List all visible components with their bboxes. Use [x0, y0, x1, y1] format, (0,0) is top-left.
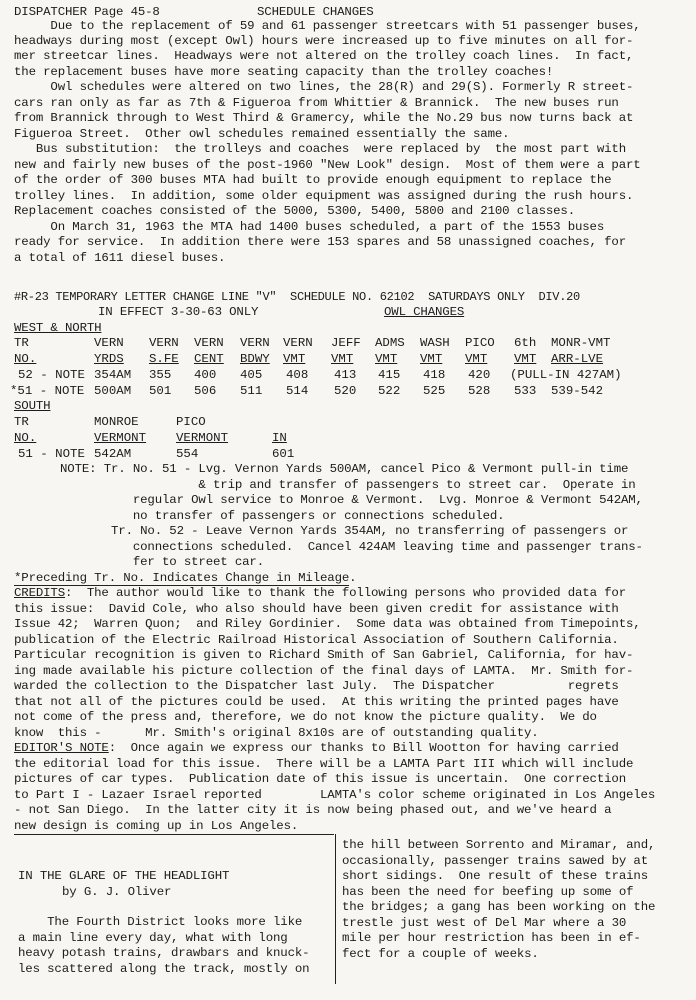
intro-line: On March 31, 1963 the MTA had 1400 buses scheduled, a part of the 1553 buses [14, 220, 605, 234]
intro-line: the replacement buses have more seating capacity than the trolley coaches! [14, 65, 554, 79]
editors-note-line: : Once again we express our thanks to Bill Wootton for having carried [108, 741, 619, 755]
intro-line: cars ran only as far as 7th & Figueroa from Whittier & Brannick. The new buses run [14, 96, 619, 110]
col-head: BDWY [240, 352, 270, 366]
editors-note-line: pictures of car types. Publication date of this issue is uncertain. One correction [14, 772, 626, 786]
col-head: PICO [465, 336, 495, 350]
intro-line: Figueroa Street. Other owl schedules remained essentially the same. [14, 127, 510, 141]
col-head: MONR-VMT [551, 336, 611, 350]
col-head: JEFF [331, 336, 361, 350]
intro-line: trolley lines. In addition, some older equipment was assigned during the rush hours. [14, 189, 634, 203]
col-head: VERMONT [176, 431, 229, 445]
col-head: VERN [240, 336, 270, 350]
table-cell: 415 [378, 368, 401, 382]
column-line: mile per hour restriction has been in ef- [342, 931, 641, 945]
credits-label: CREDITS [14, 586, 65, 600]
table-cell: 522 [378, 384, 401, 398]
col-head: VMT [375, 352, 398, 366]
column-line: heavy potash trains, drawbars and knuck- [18, 946, 310, 960]
note-line: & trip and transfer of passengers to street car. Operate in [60, 478, 636, 492]
table-cell: 520 [334, 384, 357, 398]
intro-line: ready for service. In addition there were 153 spares and 58 unassigned coaches, for [14, 235, 626, 249]
credits-line: Issue 42; Warren Quon; and Riley Gordinier. Some data was obtained from Timepoints, [14, 617, 641, 631]
col-head: VERN [149, 336, 179, 350]
table-cell: 554 [176, 447, 199, 461]
divider [14, 834, 334, 835]
table-cell: 355 [149, 368, 172, 382]
col-head: VERN [194, 336, 224, 350]
column-line: The Fourth District looks more like [18, 915, 303, 929]
intro-line: mer streetcar lines. Headways were not altered on the trolley coach lines. In fact, [14, 49, 634, 63]
intro-line: a total of 1611 diesel buses. [14, 251, 226, 265]
column-title: IN THE GLARE OF THE HEADLIGHT [18, 869, 230, 883]
intro-line: Bus substitution: the trolleys and coaches were replaced by the most part with [14, 142, 626, 156]
note-line: connections scheduled. Cancel 424AM leaving time and passenger trans- [60, 540, 643, 554]
table-cell: (PULL-IN 427AM) [510, 368, 622, 382]
editors-note-first-line [14, 741, 619, 755]
table-cell: 511 [240, 384, 263, 398]
schedule-heading: #R-23 TEMPORARY LETTER CHANGE LINE "V" SCHEDULE NO. 62102 SATURDAYS ONLY DIV.20 [14, 290, 580, 304]
col-head: IN [272, 431, 287, 445]
note-line: no transfer of passengers or connections scheduled. [60, 509, 505, 523]
editors-note-line: - not San Diego. In the latter city it is now being phased out, and we've heard a [14, 803, 612, 817]
col-head: VERN [283, 336, 313, 350]
note-line: NOTE: Tr. No. 51 - Lvg. Vernon Yards 500AM, cancel Pico & Vermont pull-in time [60, 462, 629, 476]
column-line: the bridges; a gang has been working on the [342, 900, 656, 914]
intro-line: of the order of 300 buses MTA had built to provide enough equipment to replace the [14, 173, 612, 187]
table-cell: 52 - NOTE [18, 368, 85, 382]
col-head: VERN [94, 336, 124, 350]
intro-line: Replacement coaches consisted of the 5000, 5300, 5400, 5800 and 2100 classes. [14, 204, 575, 218]
col-head: CENT [194, 352, 224, 366]
credits-line: ing made available his picture collection of the final days of LAMTA. Mr. Smith for- [14, 664, 634, 678]
col-head: ADMS [375, 336, 405, 350]
west-north-label: WEST & NORTH [14, 321, 102, 335]
table-cell: 408 [286, 368, 309, 382]
intro-line: Owl schedules were altered on two lines, the 28(R) and 29(S). Formerly R street- [14, 80, 634, 94]
column-byline: by G. J. Oliver [62, 885, 172, 899]
table-cell: 539-542 [551, 384, 604, 398]
schedule-owl-changes: OWL CHANGES [384, 305, 465, 319]
schedule-effective-date: IN EFFECT 3-30-63 ONLY [98, 305, 259, 319]
table-cell: 601 [272, 447, 295, 461]
table-cell: 542AM [94, 447, 132, 461]
col-head: YRDS [94, 352, 124, 366]
col-head: WASH [420, 336, 450, 350]
column-line: the hill between Sorrento and Miramar, and, [342, 838, 656, 852]
page-title: SCHEDULE CHANGES [257, 5, 374, 19]
col-head: VMT [514, 352, 537, 366]
col-head: VMT [420, 352, 443, 366]
page-header-left: DISPATCHER Page 45-8 [14, 5, 160, 19]
column-line: has been the need for beefing up some of [342, 885, 634, 899]
table-cell: 533 [514, 384, 537, 398]
column-divider [335, 834, 336, 984]
col-head: ARR-LVE [551, 352, 604, 366]
col-head: 6th [514, 336, 537, 350]
editors-note-line: the editorial load for this issue. There will be a LAMTA Part III which will include [14, 757, 634, 771]
col-head: TR [14, 415, 29, 429]
intro-line: new and fairly new buses of the post-1960 "New Look" design. Most of them were a part [14, 158, 641, 172]
table-cell: 500AM [94, 384, 132, 398]
table-cell: *51 - NOTE [10, 384, 85, 398]
col-head: NO. [14, 352, 37, 366]
col-head: MONROE [94, 415, 139, 429]
note-line: Tr. No. 52 - Leave Vernon Yards 354AM, no transferring of passengers or [60, 524, 629, 538]
column-line: short sidings. One result of these trains [342, 869, 648, 883]
editors-note-line: new design is coming up in Los Angeles. [14, 819, 299, 833]
credits-line: warded the collection to the Dispatcher last July. The Dispatcher regrets [14, 679, 619, 693]
table-cell: 354AM [94, 368, 132, 382]
intro-line: from Brannick through to West Third & Gramercy, while the No.29 bus now turns back at [14, 111, 634, 125]
note-line: fer to street car. [60, 555, 264, 569]
col-head: VMT [283, 352, 306, 366]
col-head: VERMONT [94, 431, 147, 445]
column-line: fect for a couple of weeks. [342, 947, 539, 961]
col-head: PICO [176, 415, 206, 429]
note-line: regular Owl service to Monroe & Vermont. Lvg. Monroe & Vermont 542AM, [60, 493, 643, 507]
credits-line: : The author would like to thank the following persons who provided data for [65, 586, 626, 600]
credits-line: not come of the press and, therefore, we do not know the picture quality. We do [14, 710, 597, 724]
table-cell: 501 [149, 384, 172, 398]
credits-first-line [14, 586, 626, 600]
col-head: VMT [331, 352, 354, 366]
col-head: TR [14, 336, 29, 350]
column-line: trestle just west of Del Mar where a 30 [342, 916, 627, 930]
table-cell: 413 [334, 368, 357, 382]
credits-line: this issue: David Cole, who also should have been given credit for assistance with [14, 602, 619, 616]
column-line: occasionally, passenger trains sawed by at [342, 854, 648, 868]
intro-line: Due to the replacement of 59 and 61 passenger streetcars with 51 passenger buses, [14, 19, 641, 33]
mileage-footnote: *Preceding Tr. No. Indicates Change in Mileage. [14, 571, 357, 585]
table-cell: 506 [194, 384, 217, 398]
south-label: SOUTH [14, 399, 51, 413]
credits-line: know this - Mr. Smith's original 8x10s are of outstanding quality. [14, 726, 539, 740]
column-line: a main line every day, what with long [18, 931, 288, 945]
table-cell: 51 - NOTE [18, 447, 85, 461]
intro-line: headways during most (except Owl) hours were increased up to five minutes on all for- [14, 34, 634, 48]
column-line: les scattered along the track, mostly on [18, 962, 310, 976]
table-cell: 528 [468, 384, 491, 398]
table-cell: 525 [423, 384, 446, 398]
col-head: S.FE [149, 352, 179, 366]
col-head: NO. [14, 431, 37, 445]
table-cell: 514 [286, 384, 309, 398]
credits-line: publication of the Electric Railroad Historical Association of Southern California. [14, 633, 619, 647]
table-cell: 405 [240, 368, 263, 382]
table-cell: 420 [468, 368, 491, 382]
credits-line: that not all of the pictures could be used. At this writing the printed pages have [14, 695, 619, 709]
credits-line: Particular recognition is given to Richard Smith of San Gabriel, California, for hav- [14, 648, 634, 662]
table-cell: 400 [194, 368, 217, 382]
editors-note-line: to Part I - Lazaer Israel reported LAMTA's color scheme originated in Los Angeles [14, 788, 656, 802]
table-cell: 418 [423, 368, 446, 382]
editors-note-label: EDITOR'S NOTE [14, 741, 109, 755]
col-head: VMT [465, 352, 488, 366]
